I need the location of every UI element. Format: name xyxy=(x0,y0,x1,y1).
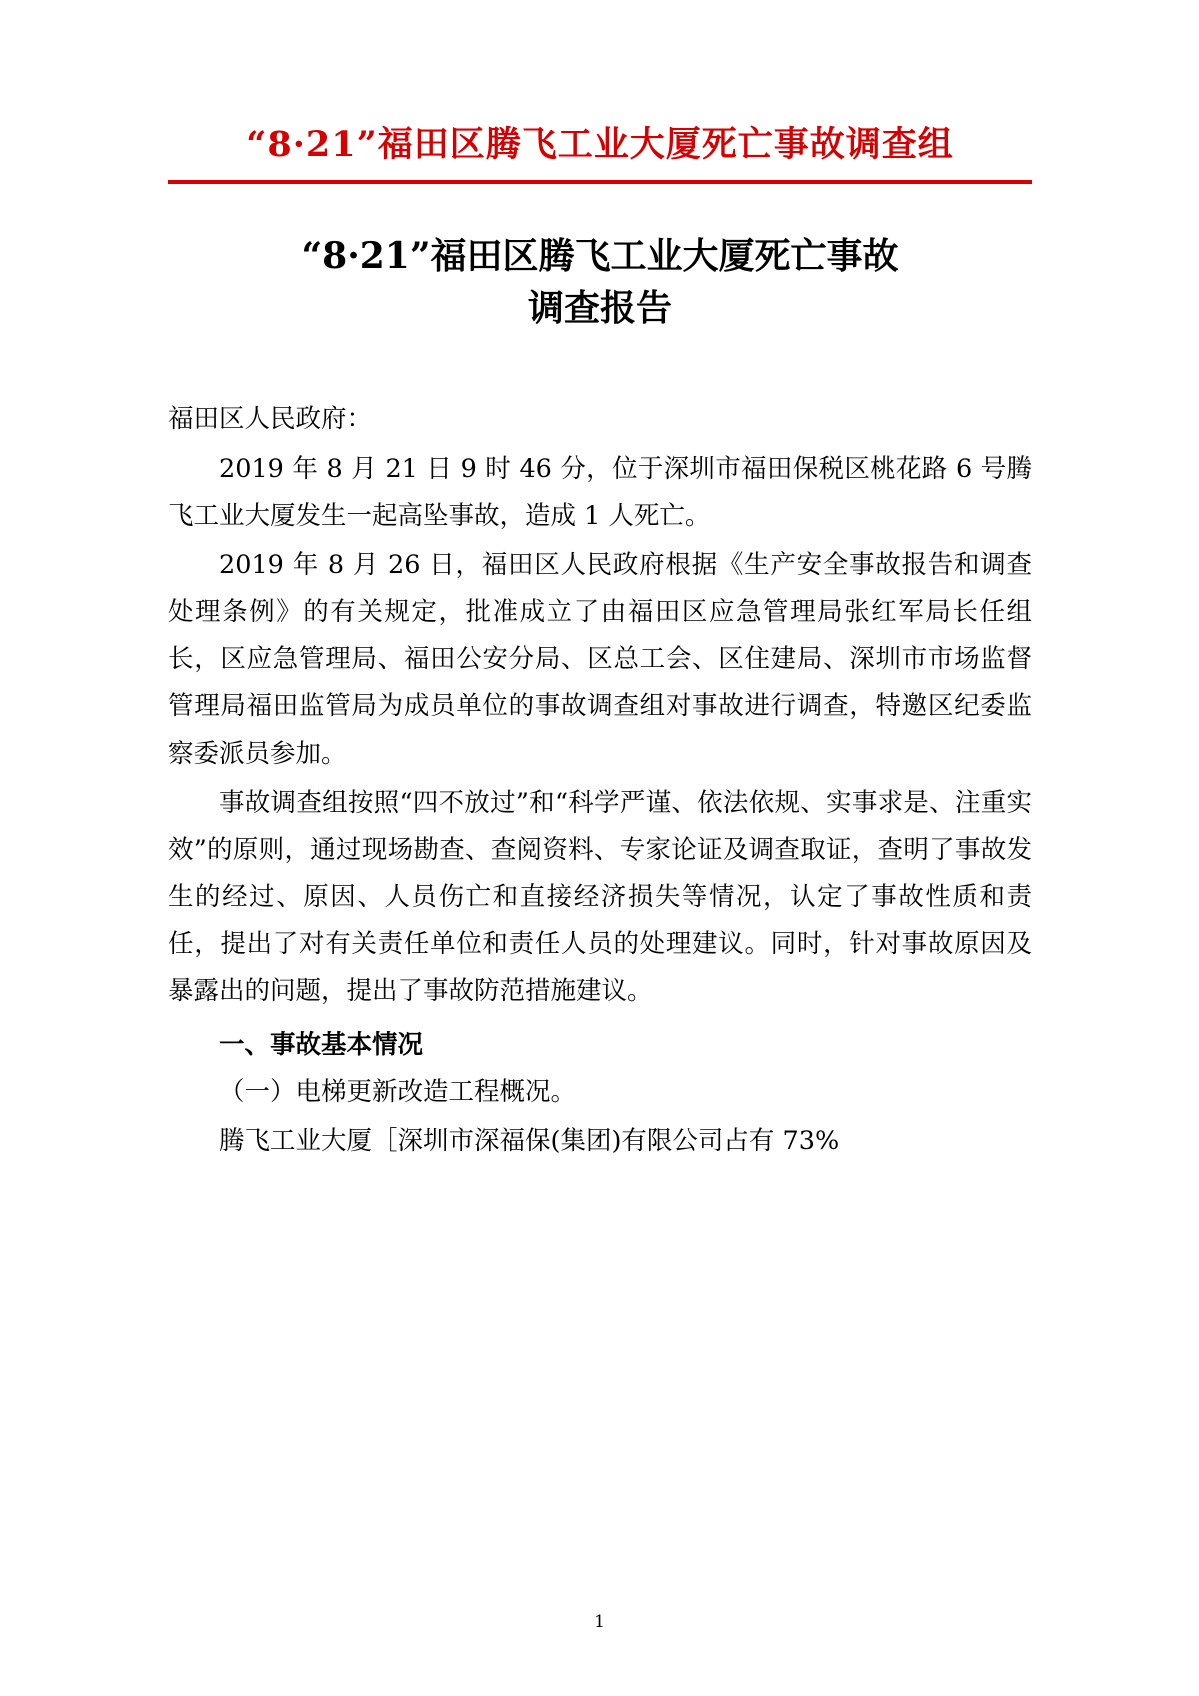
paragraph: 2019 年 8 月 21 日 9 时 46 分，位于深圳市福田保税区桃花路 6 号腾飞工业大厦发生一起高坠事故，造成 1 人死亡。 xyxy=(168,453,1032,531)
paragraph: 事故调查组按照“四不放过”和“科学严谨、依法依规、实事求是、注重实效”的原则，通过现场勘查、查阅资料、专家论证及调查取证，查明了事故发生的经过、原因、人员伤亡和直接经济损失等情况，认定了事故性质和责任，提出了对有关责任单位和责任人员的处理建议。同时，针对事故原因及暴露出的问题，提出了事故防范措施建议。 xyxy=(168,787,1032,1007)
section-heading: 一、事故基本情况 xyxy=(219,1029,424,1060)
page-title xyxy=(168,230,1032,334)
page-number: 1 xyxy=(594,1612,605,1632)
page-content xyxy=(168,0,1032,1167)
masthead xyxy=(168,124,1032,184)
paragraph: 2019 年 8 月 26 日，福田区人民政府根据《生产安全事故报告和调查处理条例》的有关规定，批准成立了由福田区应急管理局张红军局长任组长，区应急管理局、福田公安分局、区总工会、区住建局、深圳市市场监督管理局福田监管局为成员单位的事故调查组对事故进行调查，特邀区纪委监察委派员参加。 xyxy=(168,549,1032,769)
document-body xyxy=(168,396,1032,1165)
masthead-divider xyxy=(168,180,1032,184)
subsection-heading: （一）电梯更新改造工程概况。 xyxy=(219,1076,577,1107)
page-title-line-2: 调查报告 xyxy=(527,287,672,330)
page-title-line-1: “8·21”福田区腾飞工业大厦死亡事故 xyxy=(301,235,899,277)
masthead-title: “8·21”福田区腾飞工业大厦死亡事故调查组 xyxy=(246,124,954,165)
paragraph: 腾飞工业大厦［深圳市深福保(集团)有限公司占有 73% xyxy=(219,1125,840,1156)
addressee: 福田区人民政府： xyxy=(168,404,373,435)
